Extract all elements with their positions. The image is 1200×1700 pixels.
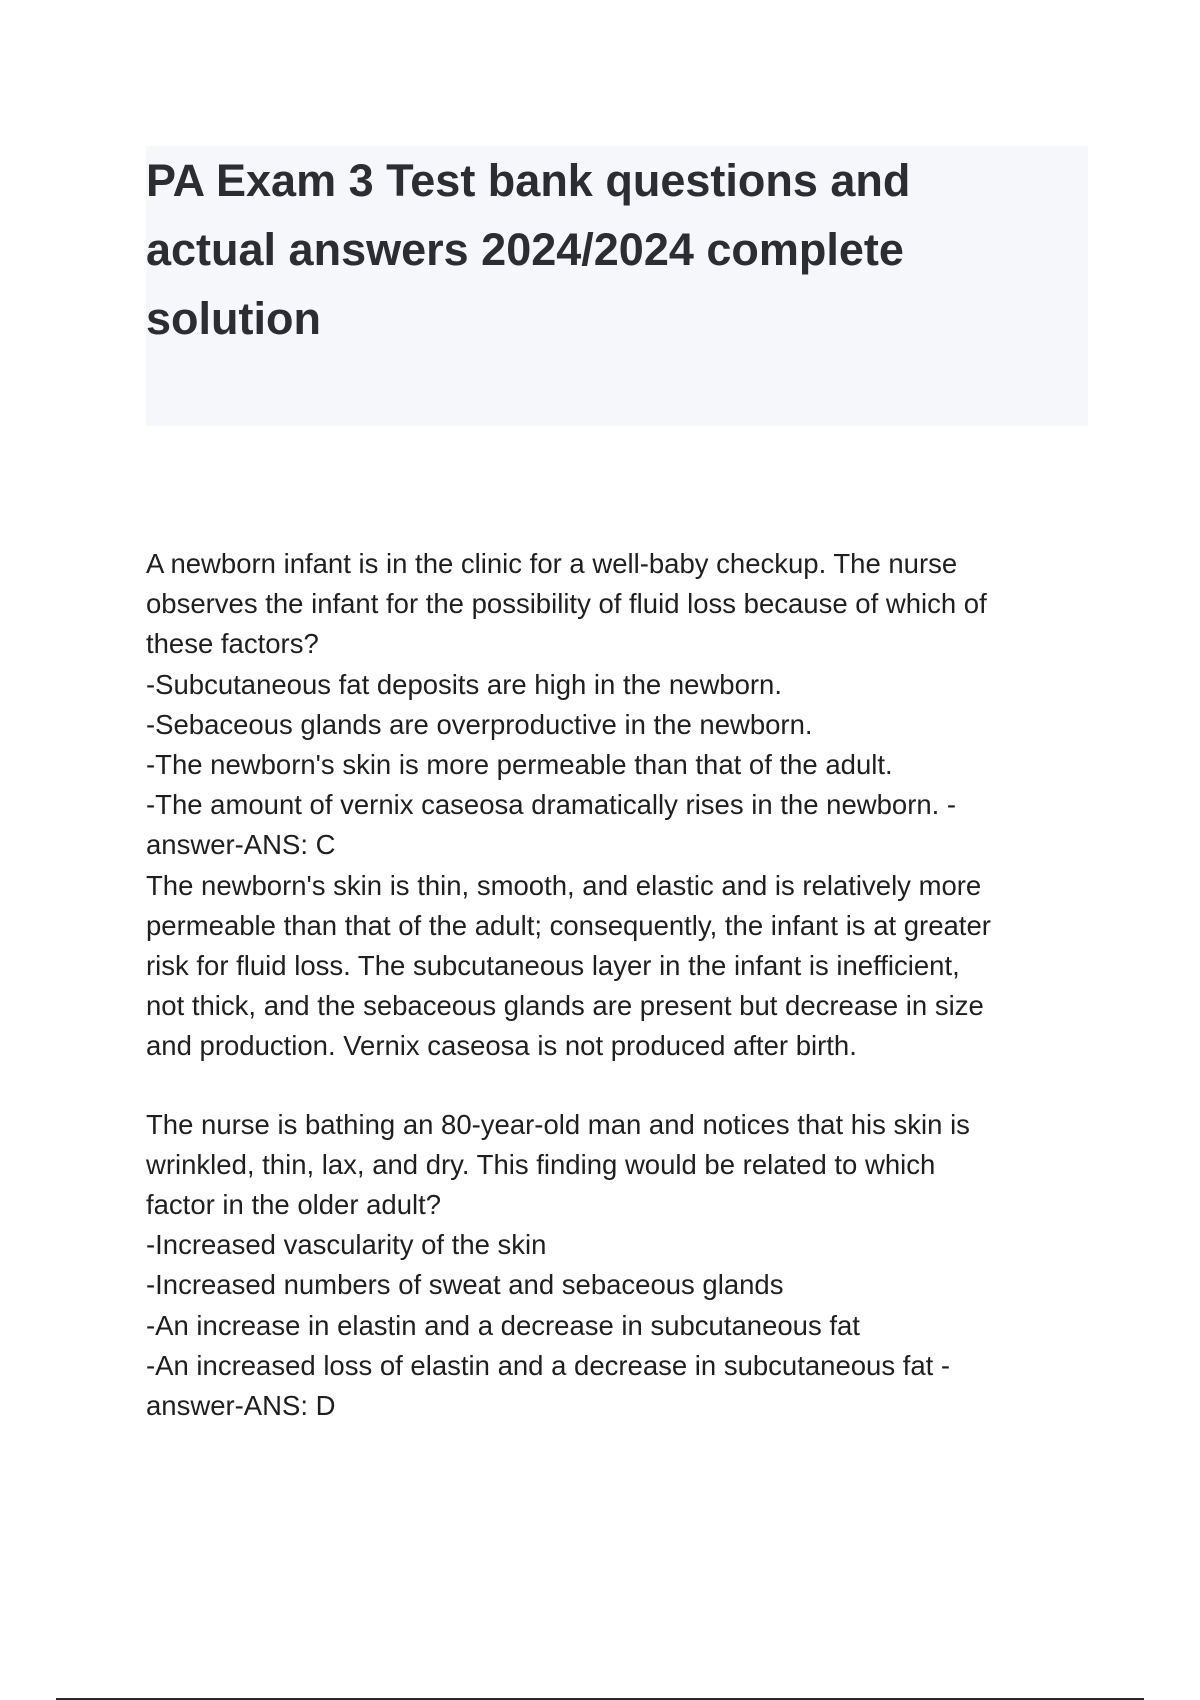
question-2-option: -An increase in elastin and a decrease in subcutaneous fat: [146, 1309, 860, 1341]
question-2-option: -Increased vascularity of the skin: [146, 1229, 547, 1261]
question-1-rationale: risk for fluid loss. The subcutaneous layer in the infant is inefficient,: [146, 950, 960, 982]
title-line: PA Exam 3 Test bank questions and: [146, 155, 911, 206]
question-1-rationale: and production. Vernix caseosa is not produced after birth.: [146, 1030, 857, 1062]
question-1-rationale: not thick, and the sebaceous glands are present but decrease in size: [146, 990, 984, 1022]
question-2-option: -An increased loss of elastin and a decrease in subcutaneous fat -: [146, 1349, 951, 1381]
title-box: [146, 146, 1088, 426]
question-2-line: The nurse is bathing an 80-year-old man and notices that his skin is: [146, 1108, 970, 1140]
title-line: actual answers 2024/2024 complete: [146, 224, 904, 275]
question-1-answer: answer-ANS: C: [146, 829, 336, 861]
question-1-line: observes the infant for the possibility of fluid loss because of which of: [146, 588, 987, 620]
question-2-option: -Increased numbers of sweat and sebaceous glands: [146, 1269, 784, 1301]
question-block-1: [146, 544, 1096, 1067]
question-1-line: A newborn infant is in the clinic for a well-baby checkup. The nurse: [146, 548, 958, 579]
question-1-option: -Sebaceous glands are overproductive in the newborn.: [146, 708, 813, 740]
document-body: [146, 544, 1096, 1464]
question-block-2: [146, 1105, 1096, 1427]
question-1-rationale: permeable than that of the adult; consequently, the infant is at greater: [146, 909, 991, 941]
question-1-rationale: The newborn's skin is thin, smooth, and elastic and is relatively more: [146, 869, 982, 901]
question-2-answer: answer-ANS: D: [146, 1390, 336, 1422]
question-1-line: these factors?: [146, 628, 319, 660]
document-title: [146, 146, 1088, 353]
title-line: solution: [146, 293, 321, 344]
question-1-option: -The amount of vernix caseosa dramatically rises in the newborn. -: [146, 789, 957, 821]
question-1-option: -Subcutaneous fat deposits are high in the newborn.: [146, 668, 782, 700]
question-2-line: wrinkled, thin, lax, and dry. This finding would be related to which: [146, 1148, 936, 1180]
question-1-option: -The newborn's skin is more permeable than that of the adult.: [146, 749, 893, 781]
question-2-line: factor in the older adult?: [146, 1189, 442, 1221]
